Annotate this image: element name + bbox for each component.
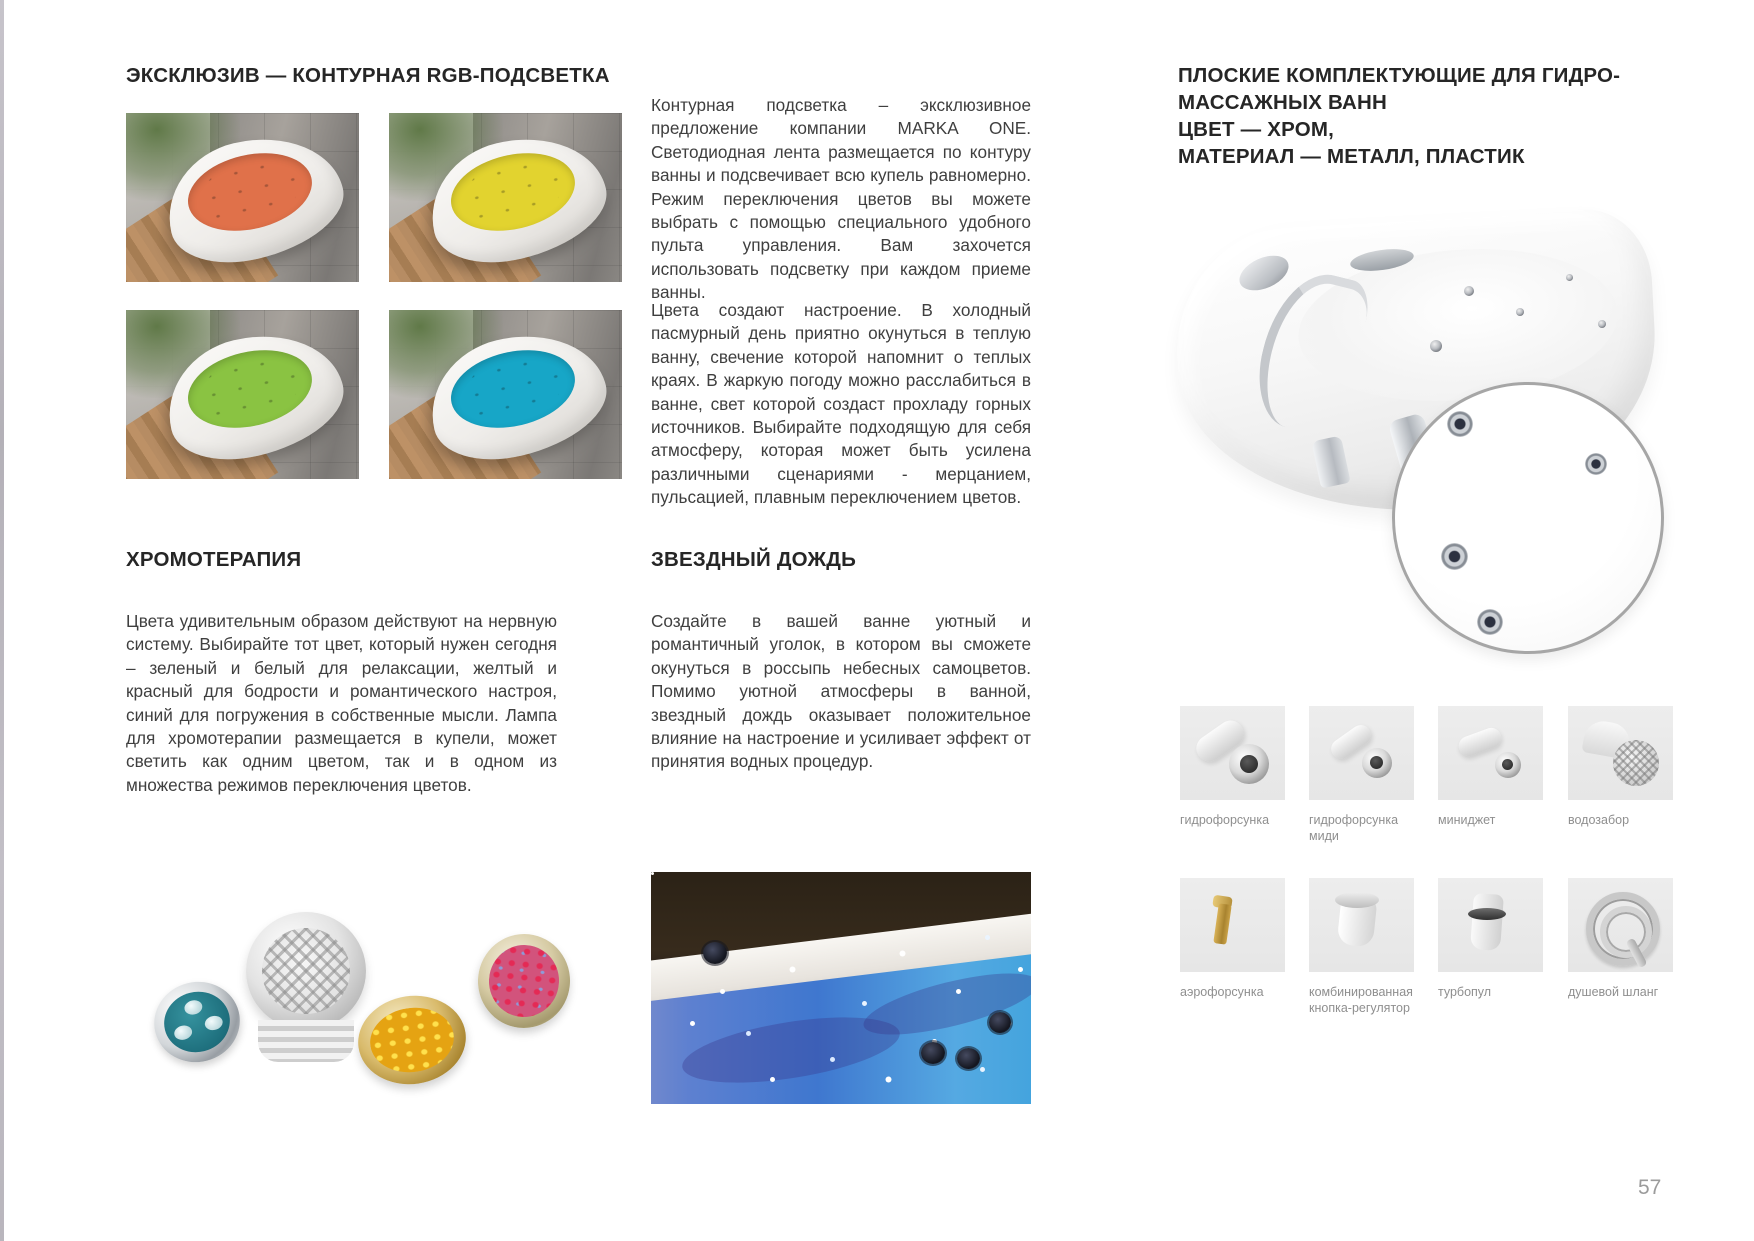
dark-jet [989, 1012, 1011, 1033]
tub-jet-dot [1516, 308, 1524, 316]
lamp-button [183, 998, 204, 1016]
component-water-intake [1568, 706, 1673, 828]
component-image [1180, 706, 1285, 800]
star-rain-photo [651, 872, 1031, 1104]
component-label: гидрофорсунка [1180, 813, 1270, 827]
magnifier-circle [1392, 382, 1664, 654]
dark-jet [957, 1048, 980, 1069]
chromo-paragraph: Цвета удивительным образом действуют на нервную систему. Выбирайте тот цвет, который нужен сегодня – зеленый и белый для релаксации, желтый и красный для бодрости и романтического настроя, синий для погружения в собственные мысли. Лампа для хромотерапии размещается в купели, может светить как одним цветом, так и в одном из множества режимов переключения цветов. [126, 611, 557, 795]
components-title-line-3: ЦВЕТ — ХРОМ, [1178, 118, 1335, 141]
lamp-yellow-leds [366, 1002, 458, 1077]
rgb-tub-photo-orange [126, 113, 359, 282]
components-title-line-1: ПЛОСКИЕ КОМПЛЕКТУЮЩИЕ ДЛЯ ГИДРО- [1178, 64, 1621, 87]
component-label: душевой шланг [1568, 985, 1659, 999]
jet-closeup [1441, 543, 1468, 570]
component-shower-hose [1568, 878, 1673, 1000]
component-hydrojet [1180, 706, 1285, 828]
components-title-line-2: МАССАЖНЫХ ВАНН [1178, 91, 1388, 114]
components-section-title [1178, 62, 1678, 170]
star-paragraph: Создайте в вашей ванне уютный и романтичный уголок, в котором вы сможете окунуться в россыпь небесных самоцветов. Помимо уютной атмосферы в ванной, звездный дождь оказывает положительное влияние на настроение и усиливает эффект от принятия водных процедур. [651, 611, 1031, 772]
lamp-control-button [146, 973, 249, 1071]
rgb-section-title: ЭКСКЛЮЗИВ — КОНТУРНАЯ RGB-ПОДСВЕТКА [126, 64, 610, 87]
lamp-red-led [473, 929, 574, 1032]
rgb-paragraph-2: Цвета создают настроение. В холодный пасмурный день приятно окунуться в теплую ванну, свечение которой напомнит о теплых краях. В жаркую погоду можно расслабиться в ванне, свет которой создаст прохладу горных источников. Выбирайте подходящую для себя атмосферу, которая может быть усилена различными сценариями - мерцанием, пульсацией, плавным переключением цветов. [651, 300, 1031, 508]
component-image [1568, 706, 1673, 800]
component-image [1568, 878, 1673, 972]
component-image [1180, 878, 1285, 972]
component-label: гидрофорсунка миди [1309, 813, 1399, 843]
component-label: турбопул [1438, 985, 1492, 999]
jet-closeup [1447, 411, 1473, 437]
lamp-chrome-body [258, 1020, 354, 1062]
rgb-tub-photo-cyan [389, 310, 622, 479]
lamp-red-leds [485, 942, 562, 1021]
star-lights [651, 872, 654, 875]
tub-jet-dot [1598, 320, 1606, 328]
rgb-tub-photo-yellow [389, 113, 622, 282]
jet-closeup [1477, 609, 1503, 635]
lamp-yellow-led [352, 989, 471, 1091]
page-edge-strip [0, 0, 4, 1241]
component-image [1438, 706, 1543, 800]
component-combo-button [1309, 878, 1414, 1016]
component-label: миниджет [1438, 813, 1496, 827]
star-section-title: ЗВЕЗДНЫЙ ДОЖДЬ [651, 548, 857, 571]
components-title-line-4: МАТЕРИАЛ — МЕТАЛЛ, ПЛАСТИК [1178, 145, 1525, 168]
lamp-button [203, 1014, 224, 1032]
rgb-tub-photo-green [126, 310, 359, 479]
lamp-chrome-lens [262, 928, 350, 1014]
chromo-lamps-image [130, 878, 570, 1083]
component-image [1309, 878, 1414, 972]
component-hydrojet-midi [1309, 706, 1414, 844]
lamp-control-face [158, 985, 237, 1059]
chromo-section-title: ХРОМОТЕРАПИЯ [126, 548, 302, 571]
dark-jet [703, 942, 727, 964]
component-airjet [1180, 878, 1285, 1000]
rgb-paragraph-1: Контурная подсветка – эксклюзивное предложение компании MARKA ONE. Светодиодная лента размещается по контуру ванны и подсвечивает всю купель равномерно. Режим переключения цветов вы можете выбрать с помощью специального удобного пульта управления. Вам захочется использовать подсветку при каждом приеме ванны. [651, 95, 1031, 303]
lamp-chrome [246, 912, 366, 1030]
lamp-button [173, 1024, 194, 1042]
tub-jet-dot [1464, 286, 1474, 296]
component-minijet [1438, 706, 1543, 828]
tub-jet-dot [1566, 274, 1573, 281]
component-image [1438, 878, 1543, 972]
dark-jet [921, 1042, 945, 1064]
component-label: комбинированная кнопка-регулятор [1309, 985, 1413, 1015]
component-image [1309, 706, 1414, 800]
page-number: 57 [1638, 1176, 1662, 1199]
component-turbopool [1438, 878, 1543, 1000]
jet-closeup [1585, 453, 1607, 475]
hero-bathtub-image [1178, 190, 1674, 620]
tub-jet-dot [1430, 340, 1442, 352]
component-label: аэрофорсунка [1180, 985, 1264, 999]
component-label: водозабор [1568, 813, 1630, 827]
